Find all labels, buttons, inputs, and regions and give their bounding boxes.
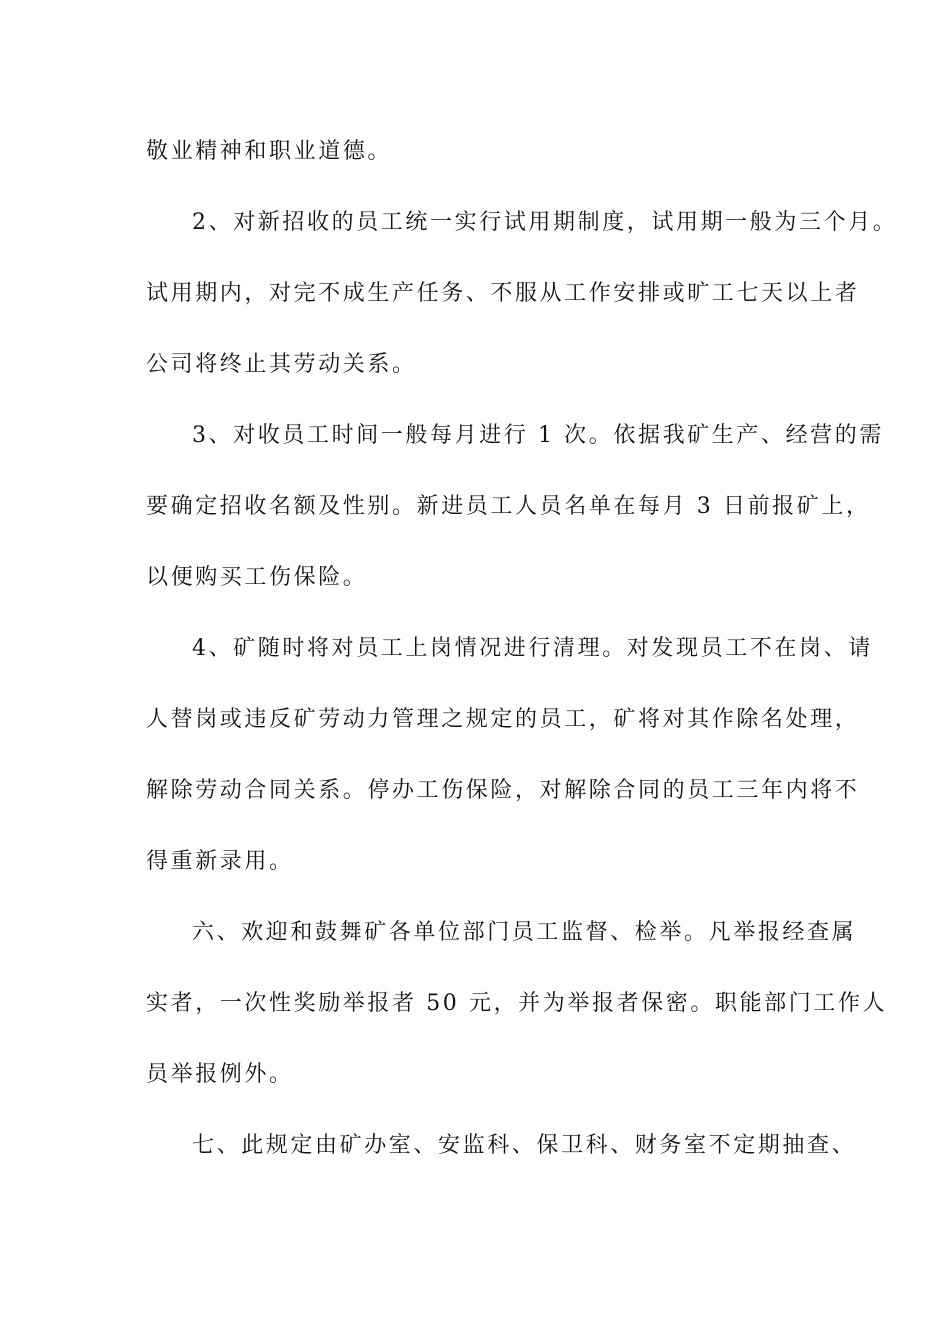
text-line: 试用期内，对完不成生产任务、不服从工作安排或旷工七天以上者	[146, 281, 860, 306]
text-line: 员举报例外。	[146, 1062, 294, 1087]
text-line: 得重新录用。	[146, 849, 294, 874]
paragraph-2-start: 2、对新招收的员工统一实行试用期制度，试用期一般为三个月。	[192, 210, 898, 235]
paragraph-seven-start: 七、此规定由矿办室、安监科、保卫科、财务室不定期抽查、	[192, 1133, 857, 1158]
paragraph-six-start: 六、欢迎和鼓舞矿各单位部门员工监督、检举。凡举报经查属	[192, 920, 857, 945]
text-line: 人替岗或违反矿劳动力管理之规定的员工，矿将对其作除名处理，	[146, 707, 860, 732]
text-line: 公司将终止其劳动关系。	[146, 352, 417, 377]
text-line: 以便购买工伤保险。	[146, 565, 368, 590]
paragraph-3-start: 3、对收员工时间一般每月进行 1 次。依据我矿生产、经营的需	[192, 423, 884, 448]
paragraph-4-start: 4、矿随时将对员工上岗情况进行清理。对发现员工不在岗、请	[192, 636, 873, 661]
text-line: 敬业精神和职业道德。	[146, 139, 393, 164]
text-line: 实者，一次性奖励举报者 50 元，并为举报者保密。职能部门工作人	[146, 991, 888, 1016]
text-line: 要确定招收名额及性别。新进员工人员名单在每月 3 日前报矿上，	[146, 494, 871, 519]
text-line: 解除劳动合同关系。停办工伤保险，对解除合同的员工三年内将不	[146, 778, 860, 803]
